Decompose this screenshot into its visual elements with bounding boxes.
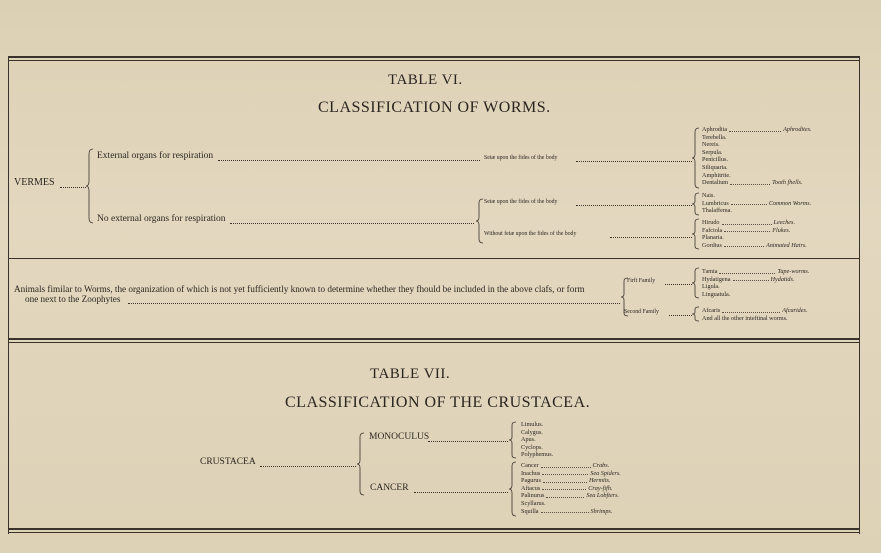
crustacea-brace (357, 432, 365, 496)
common-name: Shrimps. (590, 507, 613, 515)
dot-leader (733, 274, 769, 282)
genus-name: Polyphemus. (521, 451, 554, 459)
external-group-brace (692, 127, 700, 189)
dot-leader (724, 240, 764, 248)
list-item (521, 429, 611, 437)
genus-name: Afcaris (702, 307, 721, 314)
section-divider (8, 258, 860, 259)
second-family-brace (692, 306, 700, 322)
list-item (521, 436, 611, 444)
genus-name: Hirudo (702, 219, 720, 226)
list-item (521, 485, 651, 493)
genus-name: Planaria. (702, 234, 724, 242)
monoculus-label: MONOCULUS (369, 432, 430, 442)
dot-leader (724, 225, 770, 233)
list-item (521, 451, 611, 459)
branch-external: External organs for respiration (97, 151, 214, 161)
vermes-label: VERMES (14, 177, 55, 188)
branch-none: No external organs for respiration (97, 214, 226, 224)
common-name: Cray-fifh. (588, 484, 613, 492)
genus-name: Lumbricus (702, 199, 729, 207)
list-item (521, 492, 651, 500)
without-setae-dots (610, 237, 692, 238)
genus-name: Calygus. (521, 428, 543, 436)
list-item (702, 126, 852, 134)
setae-none: Setæ upon the fides of the body (484, 199, 558, 205)
genus-name: Cyclops. (521, 443, 543, 451)
top-border (8, 56, 860, 58)
common-name: Common Worms. (768, 199, 812, 207)
genus-name: Pagurus (521, 477, 541, 485)
vermes-brace (86, 148, 94, 224)
list-item (702, 283, 852, 291)
left-border (8, 56, 9, 534)
list-item (702, 192, 852, 200)
second-family-dots (669, 315, 692, 316)
bottom-border (8, 528, 860, 530)
top-border-thin (8, 60, 860, 61)
monoculus-brace (509, 421, 517, 459)
first-family-dots (665, 284, 692, 285)
list-item (521, 421, 611, 429)
dot-leader (719, 266, 775, 274)
dot-leader (729, 124, 781, 132)
table-divider-thin (8, 342, 860, 343)
list-item (702, 149, 852, 157)
genus-name: And all the other inteftinal worms. (702, 314, 788, 322)
list-item (702, 179, 852, 187)
setae-group-list (702, 192, 852, 215)
cancer-label: CANCER (370, 483, 409, 493)
genus-name: Nais. (702, 192, 715, 199)
list-item (702, 164, 852, 172)
common-name: Sea Lobfters. (586, 492, 620, 500)
genus-name: Terebella. (702, 133, 727, 141)
table7-heading: CLASSIFICATION OF THE CRUSTACEA. (285, 394, 591, 411)
setae-none-dots (576, 205, 692, 206)
genus-name: Aphrodita (702, 126, 728, 133)
animals-line2: one next to the Zoophytes (25, 294, 121, 304)
genus-name: Aftacus (521, 484, 541, 492)
second-family: Second Family (624, 309, 659, 315)
monoculus-dots (428, 441, 508, 442)
external-group-list (702, 126, 852, 187)
genus-name: Gordius (702, 241, 722, 249)
list-item (702, 141, 852, 149)
bottom-border-thin (8, 532, 860, 533)
without-setae: Without fetæ upon the fides of the body (484, 231, 577, 237)
list-item (521, 508, 651, 516)
genus-name: Siliquaria. (702, 163, 728, 171)
dot-leader (542, 468, 588, 476)
genus-name: Palinurus (521, 492, 545, 500)
list-item (702, 227, 852, 235)
dot-leader (730, 177, 770, 185)
genus-name: Amphitrite. (702, 171, 731, 179)
cancer-list (521, 462, 651, 515)
common-name: Aphrodites. (783, 126, 812, 133)
list-item (702, 242, 852, 250)
genus-name: Tænia (702, 268, 718, 275)
branch-external-dots (218, 160, 480, 161)
none-brace (476, 198, 484, 244)
list-item (702, 172, 852, 180)
dot-leader (546, 490, 584, 498)
common-name: Hermits. (588, 477, 611, 485)
list-item (702, 156, 852, 164)
genus-name: Linguatula. (702, 290, 731, 298)
first-family: Firft Family (627, 278, 656, 284)
common-name: Tooth fhells. (772, 179, 803, 187)
list-item (702, 315, 852, 323)
common-name: Afcarides. (782, 307, 808, 314)
common-name: Leeches. (773, 219, 796, 226)
dot-leader (541, 460, 591, 468)
genus-name: Serpula. (702, 148, 723, 156)
common-name: Sea Spiders. (590, 469, 621, 477)
vermes-dots (60, 187, 86, 188)
genus-name: Thalaffema. (702, 207, 732, 215)
cancer-dots (414, 492, 508, 493)
genus-name: Hydatigena (702, 275, 731, 283)
dot-leader (731, 198, 767, 206)
table6-heading: CLASSIFICATION OF WORMS. (318, 99, 551, 116)
monoculus-list (521, 421, 611, 459)
genus-name: Apus. (521, 436, 536, 444)
setae-external: Setæ upon the fides of the body (484, 155, 558, 161)
genus-name: Fafciola (702, 226, 723, 234)
dot-leader (722, 305, 780, 313)
list-item (702, 276, 852, 284)
first-family-brace (692, 267, 700, 299)
table6-title: TABLE VI. (388, 72, 463, 88)
genus-name: Limulus. (521, 421, 544, 428)
crustacea-dots (260, 466, 356, 467)
genus-name: Ligula. (702, 283, 720, 291)
genus-name: Dentalium (702, 179, 729, 187)
list-item (702, 268, 852, 276)
animals-line1: Animals fimilar to Worms, the organization of which is not yet fufficiently known to determine whether they fhould be included in the above clafs, or form (14, 284, 585, 294)
genus-name: Inachus (521, 469, 541, 477)
dot-leader (722, 217, 772, 225)
dot-leader (543, 475, 587, 483)
dot-leader (542, 483, 586, 491)
genus-name: Nereis. (702, 141, 720, 149)
animals-dots (128, 303, 620, 304)
genus-name: Scyllarus. (521, 499, 546, 507)
genus-name: Squilla (521, 507, 539, 515)
list-item (702, 200, 852, 208)
without-group-brace (692, 218, 700, 250)
table-divider (8, 338, 860, 340)
cancer-brace (509, 461, 517, 517)
first-family-list (702, 268, 852, 298)
common-name: Crabs. (592, 462, 610, 469)
list-item (521, 444, 611, 452)
list-item (702, 307, 852, 315)
setae-external-dots (576, 161, 692, 162)
crustacea-label: CRUSTACEA (200, 457, 256, 467)
list-item (702, 207, 852, 215)
right-border (859, 56, 860, 534)
common-name: Flukes. (772, 226, 791, 234)
branch-none-dots (230, 223, 474, 224)
common-name: Tape-worms. (777, 268, 810, 275)
without-group-list (702, 219, 852, 249)
list-item (702, 134, 852, 142)
common-name: Hydatids. (770, 275, 795, 283)
second-family-list (702, 307, 852, 322)
genus-name: Cancer (521, 462, 539, 469)
common-name: Animated Hairs. (765, 241, 807, 249)
genus-name: Penicillus. (702, 156, 728, 164)
setae-group-brace (692, 192, 700, 216)
table7-title: TABLE VII. (370, 366, 451, 382)
dot-leader (541, 506, 589, 514)
list-item (702, 291, 852, 299)
